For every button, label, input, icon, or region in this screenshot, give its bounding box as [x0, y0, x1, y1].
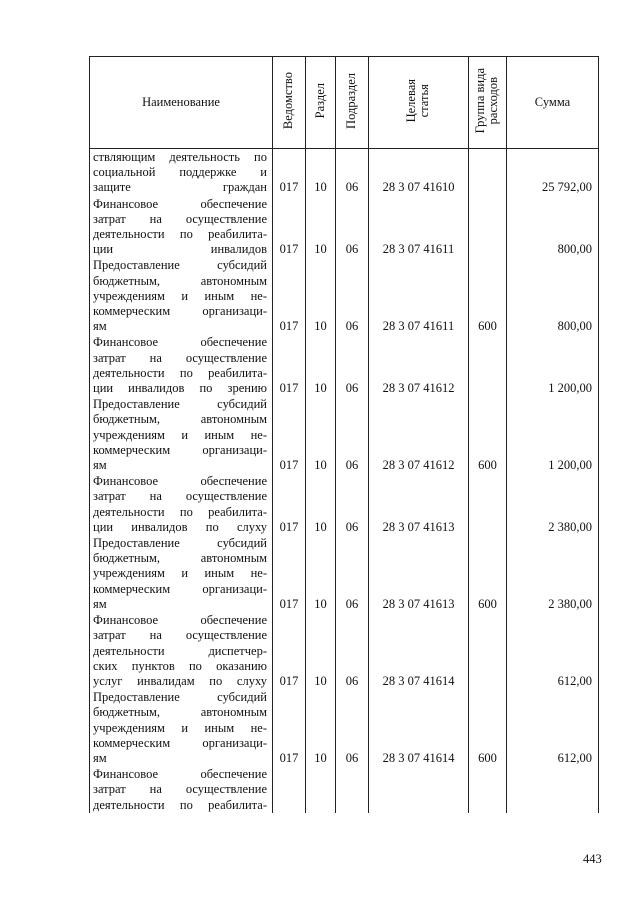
row-dept: 017: [273, 257, 306, 334]
table-row: [90, 196, 599, 258]
row-dept: 017: [273, 334, 306, 396]
row-subsection: 06: [336, 612, 369, 689]
row-exp-group: 600: [469, 257, 507, 334]
row-subsection: 06: [336, 334, 369, 396]
row-target: 28 3 07 41612: [369, 334, 469, 396]
row-subsection: 06: [336, 257, 369, 334]
row-name-line: Финансовое обеспечение: [93, 335, 267, 350]
row-amount: 800,00: [507, 196, 599, 258]
row-target: 28 3 07 41611: [369, 257, 469, 334]
row-name-line: Финансовое обеспечение: [93, 767, 267, 782]
row-name-line: деятельности по реабилита-: [93, 365, 267, 380]
table-row: [90, 334, 599, 396]
row-target: 28 3 07 41613: [369, 473, 469, 535]
row-amount: 1 200,00: [507, 396, 599, 473]
row-amount: 2 380,00: [507, 473, 599, 535]
row-name-cell: [90, 766, 273, 813]
row-target: 28 3 07 41611: [369, 196, 469, 258]
table-row: [90, 396, 599, 473]
row-name-line: коммерческим организаци-: [93, 735, 267, 750]
row-section: 10: [306, 535, 336, 612]
row-name-cell: [90, 473, 273, 535]
row-name-line: Финансовое обеспечение: [93, 196, 267, 211]
row-name-cell: [90, 689, 273, 766]
row-name-line: затрат на осуществление: [93, 628, 267, 643]
row-exp-group: 600: [469, 396, 507, 473]
row-dept: 017: [273, 612, 306, 689]
row-name-cell: [90, 149, 273, 196]
row-name-line: деятельности по реабилита-: [93, 797, 267, 812]
table-row: [90, 689, 599, 766]
row-target: 28 3 07 41614: [369, 689, 469, 766]
row-name-line: ции инвалидов по зрению: [93, 381, 267, 396]
row-name-cell: [90, 257, 273, 334]
row-dept: [273, 766, 306, 813]
row-exp-group: [469, 766, 507, 813]
row-exp-group: [469, 149, 507, 196]
row-section: 10: [306, 334, 336, 396]
header-name: Наименование: [90, 57, 273, 149]
row-target: [369, 766, 469, 813]
row-name-line: Предоставление субсидий: [93, 397, 267, 412]
row-target: 28 3 07 41613: [369, 535, 469, 612]
row-name-cell: [90, 535, 273, 612]
row-name-line: ям: [93, 750, 107, 765]
row-exp-group: [469, 334, 507, 396]
row-amount: 612,00: [507, 689, 599, 766]
header-dept: Ведомство: [273, 57, 306, 149]
row-name-line: услуг инвалидам по слуху: [93, 673, 267, 688]
row-exp-group: [469, 196, 507, 258]
row-dept: 017: [273, 535, 306, 612]
row-name-line: коммерческим организаци-: [93, 581, 267, 596]
row-dept: 017: [273, 473, 306, 535]
row-exp-group: [469, 473, 507, 535]
row-amount: 612,00: [507, 612, 599, 689]
row-dept: 017: [273, 149, 306, 196]
row-target: 28 3 07 41614: [369, 612, 469, 689]
row-amount: [507, 766, 599, 813]
row-subsection: 06: [336, 689, 369, 766]
row-subsection: 06: [336, 535, 369, 612]
row-amount: 800,00: [507, 257, 599, 334]
row-name-line: Предоставление субсидий: [93, 690, 267, 705]
row-section: 10: [306, 473, 336, 535]
row-subsection: 06: [336, 396, 369, 473]
row-amount: 2 380,00: [507, 535, 599, 612]
page-number: 443: [583, 852, 602, 866]
row-subsection: 06: [336, 149, 369, 196]
row-dept: 017: [273, 196, 306, 258]
row-name-line: ям: [93, 319, 107, 334]
row-dept: 017: [273, 396, 306, 473]
row-section: 10: [306, 612, 336, 689]
row-name-line: бюджетным, автономным: [93, 412, 267, 427]
row-amount: 25 792,00: [507, 149, 599, 196]
row-dept: 017: [273, 689, 306, 766]
row-name-line: Предоставление субсидий: [93, 258, 267, 273]
header-exp-group: Группа вида расходов: [469, 57, 507, 149]
row-name-line: затрат на осуществление: [93, 782, 267, 797]
row-name-line: затрат на осуществление: [93, 489, 267, 504]
header-amount: Сумма: [507, 57, 599, 149]
row-name-line: коммерческим организаци-: [93, 442, 267, 457]
row-name-line: ских пунктов по оказанию: [93, 658, 267, 673]
row-name-line: затрат на осуществление: [93, 211, 267, 226]
row-name-line: затрат на осуществление: [93, 350, 267, 365]
row-name-cell: [90, 334, 273, 396]
row-target: 28 3 07 41610: [369, 149, 469, 196]
row-subsection: 06: [336, 473, 369, 535]
row-name-line: социальной поддержке и: [93, 165, 267, 180]
row-name-line: деятельности диспетчер-: [93, 643, 267, 658]
table-row: [90, 766, 599, 813]
row-section: 10: [306, 149, 336, 196]
budget-table: [89, 56, 599, 813]
row-name-cell: [90, 612, 273, 689]
row-name-line: учреждениям и иным не-: [93, 566, 267, 581]
table-body: [90, 149, 599, 813]
table-header-row: [90, 57, 599, 149]
row-name-line: деятельности по реабилита-: [93, 504, 267, 519]
row-name-line: Финансовое обеспечение: [93, 474, 267, 489]
table-row: [90, 473, 599, 535]
row-subsection: 06: [336, 196, 369, 258]
row-name-line: ствляющим деятельность по: [93, 150, 267, 164]
row-name-cell: [90, 396, 273, 473]
header-section: Раздел: [306, 57, 336, 149]
table-row: [90, 257, 599, 334]
row-name-line: учреждениям и иным не-: [93, 720, 267, 735]
row-name-line: защите граждан: [93, 180, 267, 195]
row-section: 10: [306, 196, 336, 258]
row-exp-group: 600: [469, 689, 507, 766]
row-name-line: учреждениям и иным не-: [93, 288, 267, 303]
row-name-line: учреждениям и иным не-: [93, 427, 267, 442]
row-name-line: деятельности по реабилита-: [93, 227, 267, 242]
table-row: [90, 612, 599, 689]
row-section: [306, 766, 336, 813]
row-name-line: ям: [93, 458, 107, 473]
row-name-line: Предоставление субсидий: [93, 536, 267, 551]
header-target: Целевая статья: [369, 57, 469, 149]
row-section: 10: [306, 257, 336, 334]
row-exp-group: [469, 612, 507, 689]
row-exp-group: 600: [469, 535, 507, 612]
row-section: 10: [306, 396, 336, 473]
row-name-line: ям: [93, 596, 107, 611]
row-target: 28 3 07 41612: [369, 396, 469, 473]
row-name-line: коммерческим организаци-: [93, 304, 267, 319]
row-name-line: ции инвалидов: [93, 242, 267, 257]
row-subsection: [336, 766, 369, 813]
row-name-line: бюджетным, автономным: [93, 551, 267, 566]
header-subsection: Подраздел: [336, 57, 369, 149]
row-name-line: Финансовое обеспечение: [93, 613, 267, 628]
table-row: [90, 535, 599, 612]
row-name-line: ции инвалидов по слуху: [93, 519, 267, 534]
row-name-line: бюджетным, автономным: [93, 705, 267, 720]
row-amount: 1 200,00: [507, 334, 599, 396]
table-row: [90, 149, 599, 196]
row-name-line: бюджетным, автономным: [93, 273, 267, 288]
row-section: 10: [306, 689, 336, 766]
row-name-cell: [90, 196, 273, 258]
